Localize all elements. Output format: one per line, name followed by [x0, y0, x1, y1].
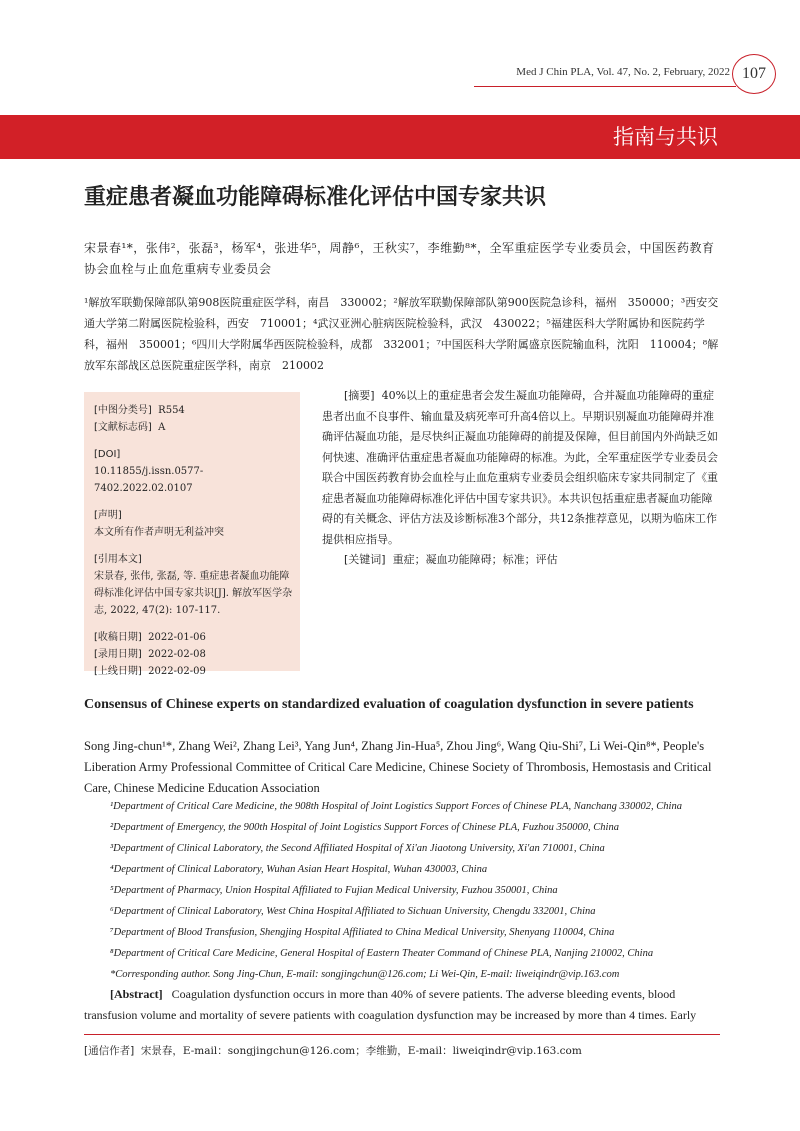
affiliation-item: ³Department of Clinical Laboratory, the Second Affiliated Hospital of Xi'an Jiaotong University, Xi'an 710001, China [110, 843, 605, 854]
keywords-label: [关键词] [344, 553, 386, 566]
doc-code-label: [文献标志码] [94, 422, 152, 433]
statement-value: 本文所有作者声明无利益冲突 [94, 527, 224, 538]
corresponding-author: *Corresponding author. Song Jing-Chun, E-mail: songjingchun@126.com; Li Wei-Qin, E-mail: liweiqindr@vip.163.com [110, 969, 620, 980]
clc-label: [中图分类号] [94, 405, 152, 416]
section-banner [0, 115, 800, 159]
affiliation-item: ⁴Department of Clinical Laboratory, Wuhan Asian Heart Hospital, Wuhan 430003, China [110, 864, 488, 875]
online-date: 2022-02-09 [148, 666, 206, 677]
journal-citation-header: Med J Chin PLA, Vol. 47, No. 2, February, 2022 [516, 66, 730, 78]
header-rule [474, 86, 736, 87]
affiliations-cn: ¹解放军联勤保障部队第908医院重症医学科，南昌 330002；²解放军联勤保障部队第900医院急诊科，福州 350000；³西安交通大学第二附属医院检验科，西安 710001；⁴武汉亚洲心脏病医院检验科，武汉 430022；⁵福建医科大学附属协和医院药学科，福州 350001；⁶四川大学附属华西医院检验科，成都 332001；⁷中国医科大学附属盛京医院输血科，沈阳 110004；⁸解放军东部战区总医院重症医学科，南京 210002 [84, 296, 719, 372]
footer-rule [84, 1034, 720, 1035]
english-abstract-label: [Abstract] [110, 987, 163, 1001]
english-abstract-text: Coagulation dysfunction occurs in more than 40% of severe patients. The adverse bleeding events, blood transfusion volume and mortality of severe patients with coagulation dysfunction may be increased by more than 4 times. Early [84, 987, 697, 1022]
english-authors: Song Jing-chun¹*, Zhang Wei², Zhang Lei³, Yang Jun⁴, Zhang Jin-Hua⁵, Zhou Jing⁶, Wang Qiu-Shi⁷, Li Wei-Qin⁸*, People's Liberation Army Professional Committee of Critical Care Medicine, Chinese Society of Thrombosis, Hemostasis and Critical Care, Chinese Medicine Education Association [84, 739, 712, 795]
affiliation-item: ⁷Department of Blood Transfusion, Shengjing Hospital Affiliated to China Medical University, Shenyang 110004, China [110, 927, 615, 938]
cite-label: [引用本文] [94, 554, 142, 565]
doi-label: [DOI] [94, 449, 121, 460]
page-number: 107 [732, 54, 776, 94]
english-abstract [84, 984, 724, 1026]
statement-label: [声明] [94, 510, 122, 521]
affiliation-item: ¹Department of Critical Care Medicine, the 908th Hospital of Joint Logistics Support Forces of Chinese PLA, Nanchang 330002, China [110, 801, 682, 812]
doc-code-value: A [158, 422, 166, 433]
footer-correspondence [84, 1043, 724, 1058]
affiliation-item: ²Department of Emergency, the 900th Hospital of Joint Logistics Support Forces of Chinese PLA, Fuzhou 350000, China [110, 822, 619, 833]
clc-value: R554 [158, 405, 185, 416]
article-title: 重症患者凝血功能障碍标准化评估中国专家共识 [84, 185, 547, 210]
received-label: [收稿日期] [94, 632, 142, 643]
article-info-box [84, 392, 300, 677]
abstract-label: [摘要] [344, 389, 375, 402]
abstract-text: 40%以上的重症患者会发生凝血功能障碍，合并凝血功能障碍的重症患者出血不良事件、输血量及病死率可升高4倍以上。早期识别凝血功能障碍并准确评估凝血功能，是尽快纠正凝血功能障碍的前提及保障，但目前国内外尚缺乏如何快速、准确评估重症患者凝血功能障碍的标准。为此，全军重症医学专业委员会联合中国医药教育协会血栓与止血危重病专业委员会组织临床专家共同制定了《重症患者凝血功能障碍标准化评估中国专家共识》。本共识包括重症患者凝血功能障碍的有关概念、评估方法及诊断标准3个部分，共12条推荐意见，以期为临床工作提供相应指导。 [322, 389, 718, 546]
cite-value: 宋景春, 张伟, 张磊, 等. 重症患者凝血功能障碍标准化评估中国专家共识[J]. 解放军医学杂志, 2022, 47(2): 107-117. [94, 571, 293, 616]
keywords: 重症；凝血功能障碍；标准；评估 [392, 553, 558, 566]
online-label: [上线日期] [94, 666, 142, 677]
authors-cn: 宋景春¹*，张伟²，张磊³，杨军⁴，张进华⁵，周静⁶，王秋实⁷，李维勤⁸*，全军重症医学专业委员会，中国医药教育协会血栓与止血危重病专业委员会 [84, 241, 715, 276]
affiliation-item: ⁵Department of Pharmacy, Union Hospital Affiliated to Fujian Medical University, Fuzhou 350001, China [110, 885, 558, 896]
received-date: 2022-01-06 [148, 632, 206, 643]
footer-text: 宋景春，E-mail：songjingchun@126.com；李维勤，E-mail：liweiqindr@vip.163.com [140, 1045, 582, 1057]
affiliation-item: ⁸Department of Critical Care Medicine, General Hospital of Eastern Theater Command of Chinese PLA, Nanjing 210002, China [110, 948, 654, 959]
section-label: 指南与共识 [613, 125, 718, 149]
footer-label: [通信作者] [84, 1045, 135, 1057]
accepted-label: [录用日期] [94, 649, 142, 660]
english-affiliations [84, 796, 724, 985]
english-title: Consensus of Chinese experts on standardized evaluation of coagulation dysfunction in severe patients [84, 697, 694, 712]
doi-value[interactable]: 10.11855/j.issn.0577-7402.2022.02.0107 [94, 466, 204, 494]
affiliation-item: ⁶Department of Clinical Laboratory, West China Hospital Affiliated to Sichuan University, Chengdu 332001, China [110, 906, 596, 917]
accepted-date: 2022-02-08 [148, 649, 206, 660]
abstract-cn [322, 386, 722, 571]
